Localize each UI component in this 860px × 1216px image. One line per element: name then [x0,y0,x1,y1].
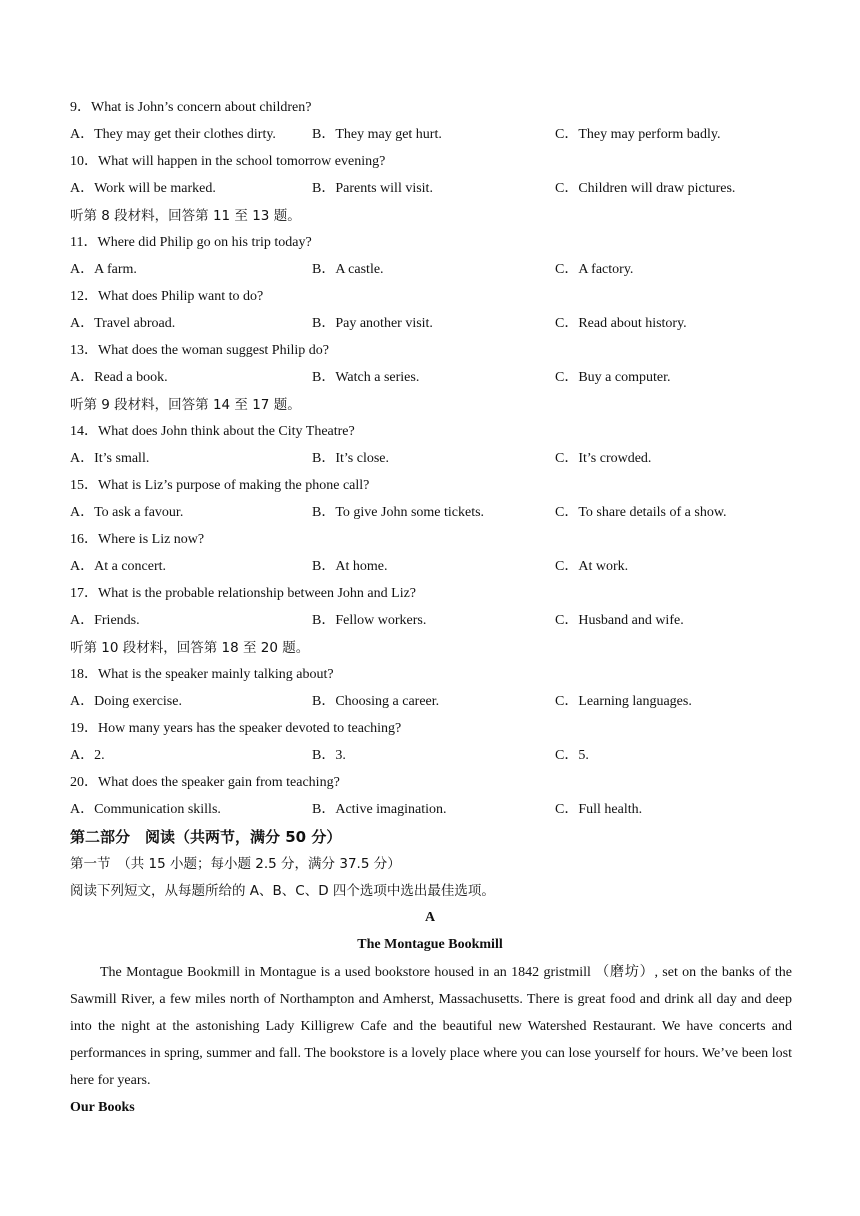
option-c: C．Learning languages. [555,694,692,709]
option-c: C．5. [555,748,589,763]
option-b: B．They may get hurt. [312,127,442,142]
passage-paragraph [70,959,792,1094]
option-a: A．A farm. [70,262,137,277]
option-a: A．Travel abroad. [70,316,176,331]
question-text: 15．What is Liz’s purpose of making the phone call? [70,478,370,493]
option-a: A．Read a book. [70,370,168,385]
option-c: C．Read about history. [555,316,687,331]
question-text: 18．What is the speaker mainly talking about? [70,667,334,682]
question-text: 12．What does Philip want to do? [70,289,264,304]
question-text: 13．What does the woman suggest Philip do? [70,343,329,358]
option-b: B．At home. [312,559,388,574]
section-instruction: 听第 10 段材料，回答第 18 至 20 题。 [70,640,310,656]
option-b: B．Active imagination. [312,802,447,817]
option-a: A．They may get their clothes dirty. [70,127,276,142]
question-text: 11．Where did Philip go on his trip today? [70,235,312,250]
option-c: C．Buy a computer. [555,370,671,385]
section-heading: 第一节 （共 15 小题；每小题 2.5 分，满分 37.5 分） [70,856,401,872]
question-text: 16．Where is Liz now? [70,532,205,547]
option-c: C．Children will draw pictures. [555,181,736,196]
question-text: 10．What will happen in the school tomorrow evening? [70,154,386,169]
question-text: 9．What is John’s concern about children? [70,100,312,115]
section-instruction: 听第 9 段材料，回答第 14 至 17 题。 [70,397,301,413]
question-text: 19．How many years has the speaker devoted to teaching? [70,721,402,736]
option-a: A．2. [70,748,105,763]
option-a: A．Work will be marked. [70,181,216,196]
option-b: B．3. [312,748,346,763]
option-c: C．Husband and wife. [555,613,684,628]
option-a: A．It’s small. [70,451,150,466]
option-b: B．Fellow workers. [312,613,427,628]
option-c: C．A factory. [555,262,634,277]
option-c: C．They may perform badly. [555,127,721,142]
question-text: 17．What is the probable relationship between John and Liz? [70,586,417,601]
option-b: B．Choosing a career. [312,694,440,709]
option-b: B．It’s close. [312,451,389,466]
option-c: C．To share details of a show. [555,505,727,520]
question-text: 20．What does the speaker gain from teaching? [70,775,340,790]
subheading: Our Books [70,1100,135,1115]
passage-title: The Montague Bookmill [357,937,503,952]
paragraph-text: The Montague Bookmill in Montague is a used bookstore housed in an 1842 gristmill （磨坊）, set on the banks of the Sawmill River, a few miles north of Northampton and Amherst, Massachusetts. There is great food and drink all day and deep into the night at the astonishing Lady Killigrew Cafe and the beautiful new Watershed Restaurant. We have concerts and performances in spring, summer and fall. The bookstore is a lovely place where you can lose yourself for hours. We’ve been lost here for years. [70,965,792,1088]
option-a: A．To ask a favour. [70,505,184,520]
option-c: C．Full health. [555,802,643,817]
option-b: B．To give John some tickets. [312,505,485,520]
option-a: A．At a concert. [70,559,167,574]
option-b: B．Watch a series. [312,370,420,385]
option-c: C．It’s crowded. [555,451,652,466]
option-a: A．Doing exercise. [70,694,182,709]
section-instruction: 听第 8 段材料，回答第 11 至 13 题。 [70,208,301,224]
question-text: 14．What does John think about the City Theatre? [70,424,355,439]
reading-instruction: 阅读下列短文，从每题所给的 A、B、C、D 四个选项中选出最佳选项。 [70,883,495,899]
option-a: A．Communication skills. [70,802,221,817]
option-c: C．At work. [555,559,629,574]
option-a: A．Friends. [70,613,140,628]
passage-letter: A [424,910,436,925]
part-heading: 第二部分 阅读（共两节，满分 50 分） [70,828,342,846]
option-b: B．A castle. [312,262,384,277]
option-b: B．Parents will visit. [312,181,433,196]
option-b: B．Pay another visit. [312,316,433,331]
